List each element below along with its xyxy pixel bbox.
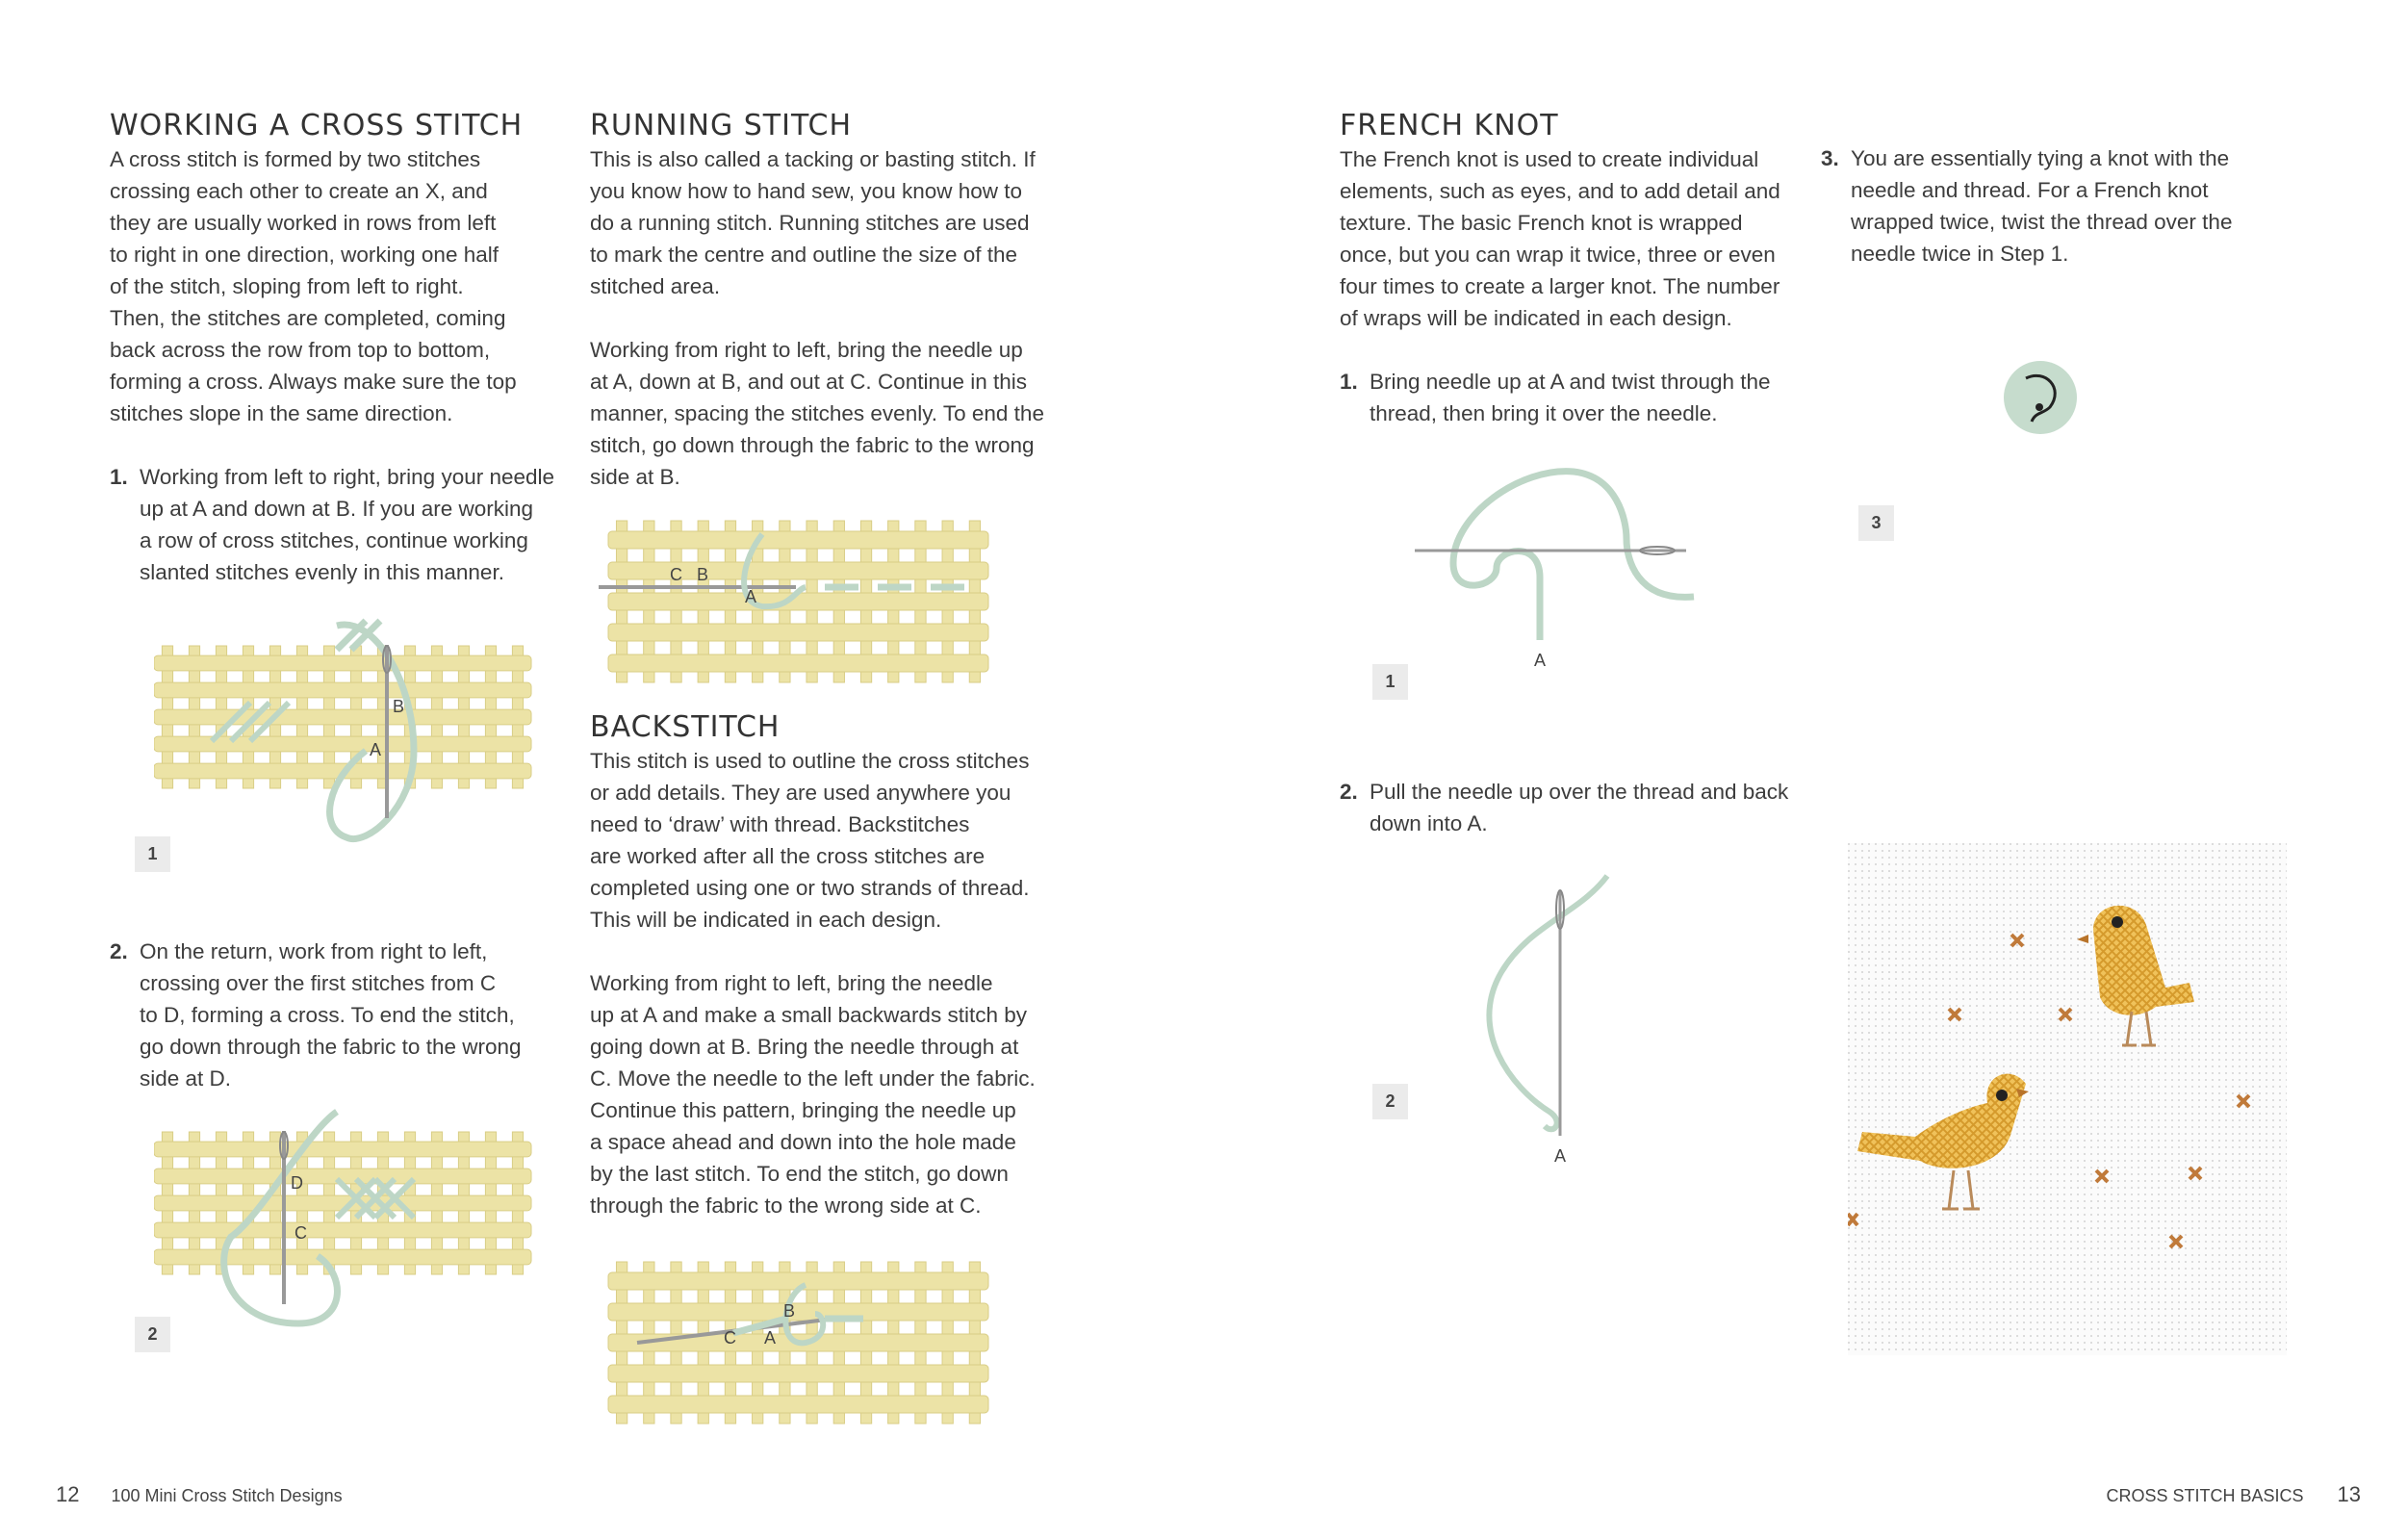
text-line: Pull the needle up over the thread and back [1370, 780, 1789, 804]
label-b: B [783, 1301, 796, 1321]
label-a: A [764, 1328, 777, 1348]
text-line: stitch, go down through the fabric to the wrong [590, 433, 1035, 457]
fabric-weft [608, 624, 988, 641]
text-line: do a running stitch. Running stitches are used [590, 211, 1030, 235]
text-line: A cross stitch is formed by two stitches [110, 147, 481, 171]
label-c: C [724, 1328, 736, 1348]
step-number: 3. [1821, 146, 1839, 170]
text-line: thread, then bring it over the needle. [1370, 401, 1718, 425]
cross-stitch-step-1 [110, 461, 572, 588]
cross-stitch-diagram-2 [154, 1102, 539, 1333]
text-line: wrapped twice, twist the thread over the [1851, 210, 2233, 234]
label-a: A [745, 587, 757, 606]
text-line: slanted stitches evenly in this manner. [140, 560, 504, 584]
backstitch-diagram [599, 1261, 1003, 1424]
text-line: are worked after all the cross stitches are [590, 844, 986, 868]
text-line: a row of cross stitches, continue working [140, 528, 528, 552]
text-line: manner, spacing the stitches evenly. To end the [590, 401, 1044, 425]
french-knot-diagram-1 [1405, 462, 1713, 683]
text-line: crossing each other to create an X, and [110, 179, 488, 203]
text-line: going down at B. Bring the needle through at [590, 1035, 1019, 1059]
label-d: D [291, 1173, 303, 1193]
fabric-weft [608, 1365, 988, 1382]
fabric-weft [154, 1142, 531, 1157]
text-line: On the return, work from right to left, [140, 939, 488, 963]
text-line: This stitch is used to outline the cross stitches [590, 749, 1030, 773]
step-number: 2. [110, 939, 128, 963]
text-line: Continue this pattern, bringing the needle up [590, 1098, 1016, 1122]
thread-loop [1453, 472, 1694, 640]
fabric-weft [154, 682, 531, 698]
text-line: down into A. [1370, 811, 1488, 835]
running-stitch-title: RUNNING STITCH [590, 109, 853, 142]
text-line: Working from left to right, bring your needle [140, 465, 555, 489]
text-line: of wraps will be indicated in each design. [1340, 306, 1732, 330]
label-c: C [294, 1223, 307, 1243]
fabric-weft [608, 1396, 988, 1413]
text-line: This is also called a tacking or basting stitch. If [590, 147, 1036, 171]
text-line: elements, such as eyes, and to add detail and [1340, 179, 1780, 203]
backstitch-section [590, 710, 1062, 1221]
text-line: forming a cross. Always make sure the top [110, 370, 517, 394]
text-line: The French knot is used to create individual [1340, 147, 1759, 171]
book-title: 100 Mini Cross Stitch Designs [111, 1486, 343, 1505]
step-number: 2. [1340, 780, 1358, 804]
french-knot-step-1 [1340, 366, 1821, 429]
backstitch-title: BACKSTITCH [590, 710, 781, 744]
label-b: B [697, 565, 709, 584]
text-line: side at B. [590, 465, 680, 489]
figure-badge: 2 [1372, 1084, 1408, 1119]
text-line: needle twice in Step 1. [1851, 242, 2069, 266]
french-knot-step-2-block [1340, 776, 1821, 839]
text-line: back across the row from top to bottom, [110, 338, 491, 362]
page-number-left: 12 [56, 1482, 80, 1506]
fabric-weft [154, 1222, 531, 1238]
text-line: of the stitch, sloping from left to right. [110, 274, 464, 298]
section-title: CROSS STITCH BASICS [2106, 1486, 2304, 1505]
text-line: they are usually worked in rows from left [110, 211, 497, 235]
running-stitch-section [590, 109, 1062, 493]
cross-stitch-step-2-block [110, 936, 572, 1094]
french-knot-diagram-3 [1997, 354, 2084, 441]
french-knot-diagram-2 [1472, 866, 1636, 1174]
text-line: to D, forming a cross. To end the stitch, [140, 1003, 515, 1027]
knot-center [2036, 403, 2043, 411]
label-a: A [370, 740, 382, 759]
text-line: stitched area. [590, 274, 721, 298]
fabric-weft [608, 531, 988, 549]
fabric-weft [154, 1249, 531, 1265]
text-line: by the last stitch. To end the stitch, go down [590, 1162, 1009, 1186]
figure-badge: 3 [1858, 505, 1894, 541]
fabric-weft [608, 562, 988, 579]
running-stitch-diagram [599, 520, 1003, 683]
fabric-weft [154, 655, 531, 671]
footer-right [2106, 1482, 2361, 1507]
chicks-cross-stitch-photo [1848, 843, 2287, 1355]
figure-badge: 2 [135, 1317, 170, 1352]
text-line: a space ahead and down into the hole made [590, 1130, 1016, 1154]
cross-stitch-diagram-1 [154, 616, 539, 847]
label-b: B [393, 697, 405, 716]
fabric-weave [154, 1132, 531, 1274]
text-line: through the fabric to the wrong side at C. [590, 1194, 982, 1218]
cross-stitch-step-2 [110, 936, 572, 1094]
cross-stitch-intro [110, 143, 572, 429]
text-line: You are essentially tying a knot with the [1851, 146, 2230, 170]
text-line: crossing over the first stitches from C [140, 971, 497, 995]
cross-stitch-section [110, 109, 572, 588]
text-line: Bring needle up at A and twist through the [1370, 370, 1771, 394]
text-line: up at A and make a small backwards stitch by [590, 1003, 1027, 1027]
text-line: you know how to hand sew, you know how to [590, 179, 1023, 203]
text-line: at A, down at B, and out at C. Continue in this [590, 370, 1028, 394]
text-line: four times to create a larger knot. The number [1340, 274, 1780, 298]
text-line: stitches slope in the same direction. [110, 401, 453, 425]
text-line: or add details. They are used anywhere you [590, 781, 1011, 805]
text-line: Working from right to left, bring the needle [590, 971, 993, 995]
figure-badge: 1 [135, 836, 170, 872]
knot [2004, 361, 2077, 434]
text-line: completed using one or two strands of thread. [590, 876, 1030, 900]
thread-loop [1489, 876, 1607, 1129]
figure-badge: 1 [1372, 664, 1408, 700]
text-line: to mark the centre and outline the size of the [590, 243, 1018, 267]
fabric-weft [608, 654, 988, 672]
text-line: C. Move the needle to the left under the fabric. [590, 1066, 1036, 1091]
french-knot-title: FRENCH KNOT [1340, 109, 1559, 142]
french-knot-step-3 [1821, 142, 2283, 270]
text-line: This will be indicated in each design. [590, 908, 942, 932]
text-line: up at A and down at B. If you are working [140, 497, 534, 521]
page-number-right: 13 [2337, 1482, 2361, 1506]
label-a: A [1534, 651, 1547, 670]
text-line: once, but you can wrap it twice, three or even [1340, 243, 1776, 267]
text-line: needle and thread. For a French knot [1851, 178, 2209, 202]
step-number: 1. [110, 465, 128, 489]
french-knot-step-3-block [1821, 142, 2283, 270]
footer-left [56, 1482, 343, 1507]
label-c: C [670, 565, 682, 584]
french-knot-step-2 [1340, 776, 1821, 839]
french-knot-section [1340, 109, 1821, 429]
text-line: to right in one direction, working one half [110, 243, 499, 267]
label-a: A [1554, 1146, 1567, 1166]
fabric-weave [154, 646, 531, 788]
fabric-weft [154, 709, 531, 725]
text-line: need to ‘draw’ with thread. Backstitches [590, 812, 970, 836]
fabric-weave [608, 521, 988, 682]
text-line: side at D. [140, 1066, 232, 1091]
step-number: 1. [1340, 370, 1358, 394]
text-line: Working from right to left, bring the needle up [590, 338, 1023, 362]
fabric-weft [608, 1303, 988, 1321]
text-line: go down through the fabric to the wrong [140, 1035, 522, 1059]
cross-stitch-title: WORKING A CROSS STITCH [110, 109, 524, 142]
text-line: Then, the stitches are completed, coming [110, 306, 506, 330]
text-line: texture. The basic French knot is wrapped [1340, 211, 1743, 235]
